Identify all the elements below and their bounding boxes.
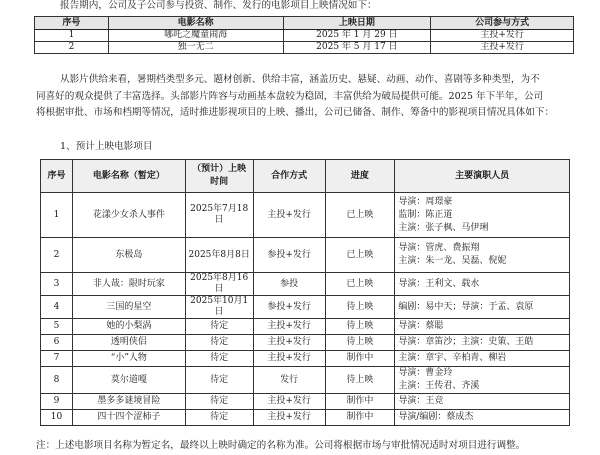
table-row — [41, 319, 570, 335]
cell-cast — [395, 335, 570, 351]
table-row — [41, 351, 570, 367]
cell-release-time: 待定 — [185, 335, 253, 351]
cell-progress: 已上映 — [325, 193, 395, 238]
cell-cast — [395, 296, 570, 319]
upcoming-table-header — [41, 160, 570, 193]
cell-cooperation: 主投+发行 — [253, 193, 325, 238]
cell-film-name: 非人哉：限时玩家 — [72, 273, 185, 296]
cell-no: 2 — [41, 238, 73, 273]
table-row — [41, 296, 570, 319]
cell-film-name: 花漾少女杀人事件 — [72, 193, 185, 238]
cell-cooperation: 主投+发行 — [253, 410, 325, 426]
cell-film-name: 四十四个涩柿子 — [72, 410, 185, 426]
released-table-header — [35, 17, 574, 30]
upcoming-table-body — [41, 193, 570, 426]
cell-progress: 制作中 — [325, 394, 395, 410]
cell-progress: 已上映 — [325, 238, 395, 273]
cell-no: 6 — [41, 335, 73, 351]
table-row — [35, 30, 574, 42]
cell-progress: 待上映 — [325, 296, 395, 319]
footnote: 注：上述电影项目名称为暂定名，最终以上映时确定的名称为准。公司将根据市场与审批情况适时对项目进行调整。 — [36, 440, 526, 451]
upcoming-films-table — [40, 159, 570, 426]
cell-cast — [395, 319, 570, 335]
table-row — [41, 273, 570, 296]
released-films-table — [34, 16, 574, 54]
intro-line: 报告期内，公司及子公司参与投资、制作、发行的电影项目上映情况如下： — [60, 0, 377, 11]
cell-no: 9 — [41, 394, 73, 410]
paragraph-line-2: 同喜好的观众提供了丰富选择。头部影片阵容与动画基本盘较为稳固，丰富供给为破局提供可能。2025 年下半年，公司 — [36, 90, 544, 102]
cell-no: 1 — [35, 30, 109, 42]
cell-cooperation: 参投+发行 — [253, 296, 325, 319]
cell-cooperation: 参投 — [253, 273, 325, 296]
cell-no: 8 — [41, 367, 73, 394]
cell-release-time: 待定 — [185, 319, 253, 335]
cell-release-time: 2025年8月8日 — [185, 238, 253, 273]
cell-progress: 待上映 — [325, 335, 395, 351]
supply-paragraph — [36, 72, 576, 122]
cell-film-name: 透明侠侣 — [72, 335, 185, 351]
cell-release-time: 2025年8月16日 — [185, 273, 253, 296]
cell-progress: 待上映 — [325, 319, 395, 335]
table-row — [41, 394, 570, 410]
cell-no: 2 — [35, 42, 109, 54]
cell-cooperation: 发行 — [253, 367, 325, 394]
header-no: 序号 — [35, 17, 109, 30]
cell-film-name: “小”人物 — [72, 351, 185, 367]
cell-cast — [395, 410, 570, 426]
cast-line: 导演：王利文、载水 — [398, 278, 480, 289]
cast-line: 监制：陈正道 — [398, 209, 453, 220]
cell-participation: 主投+发行 — [431, 42, 574, 54]
cast-line: 导演：管虎、费振翔 — [398, 243, 480, 253]
cell-film-name: 独一无二 — [108, 42, 283, 54]
table-row — [41, 367, 570, 394]
cell-release-time: 待定 — [185, 367, 253, 394]
header-release-time: （预计）上映时间 — [185, 160, 253, 193]
cast-line: 主演：张子枫、马伊琍 — [398, 222, 489, 233]
cell-film-name: 东极岛 — [72, 238, 185, 273]
header-cooperation: 合作方式 — [253, 160, 325, 193]
cell-cast — [395, 394, 570, 410]
cast-line: 编剧：易中天；导演：于孟、袁原 — [398, 301, 534, 312]
cell-release-time: 2025年10月1日 — [185, 296, 253, 319]
header-participation: 公司参与方式 — [431, 17, 574, 30]
header-film-name: 电影名称（暂定） — [72, 160, 185, 193]
paragraph-line-1: 从影片供给来看，暑期档类型多元、题材创新、供给丰富，涵盖历史、悬疑、动画、动作、喜剧等多种类型，为不 — [60, 74, 540, 85]
cell-no: 7 — [41, 351, 73, 367]
cell-no: 3 — [41, 273, 73, 296]
cell-progress: 制作中 — [325, 351, 395, 367]
cell-cooperation: 主投+发行 — [253, 394, 325, 410]
cell-progress: 待上映 — [325, 367, 395, 394]
table-row — [41, 193, 570, 238]
cell-release-date: 2025 年 1 月 29 日 — [283, 30, 431, 42]
cast-line: 导演：周璟豪 — [398, 196, 453, 207]
cell-no: 10 — [41, 410, 73, 426]
cell-film-name: 她的小梨涡 — [72, 319, 185, 335]
cell-release-time: 2025年7月18日 — [185, 193, 253, 238]
header-film-name: 电影名称 — [108, 17, 283, 30]
cell-no: 1 — [41, 193, 73, 238]
cell-cast — [395, 193, 570, 238]
cell-cooperation: 主投+发行 — [253, 351, 325, 367]
cell-no: 4 — [41, 296, 73, 319]
cell-film-name: 三国的星空 — [72, 296, 185, 319]
table-row — [41, 410, 570, 426]
section-title: 1、预计上映电影项目 — [60, 141, 153, 152]
header-release-date: 上映日期 — [283, 17, 431, 30]
paragraph-line-3: 将根据审批、市场和档期等情况，适时推进影视项目的上映、播出，公司已储备、制作、筹备中的影视项目情况具体如下： — [36, 107, 555, 118]
cell-participation: 主投+发行 — [431, 30, 574, 42]
header-no: 序号 — [41, 160, 73, 193]
cell-no: 5 — [41, 319, 73, 335]
cell-progress: 已上映 — [325, 273, 395, 296]
cell-cast — [395, 351, 570, 367]
cell-cast — [395, 367, 570, 394]
cell-release-time: 待定 — [185, 410, 253, 426]
cast-line: 导演：章笛沙；主演：史策、王皓 — [398, 337, 534, 347]
cast-line: 导演：曹金玲 — [398, 368, 453, 378]
cast-line: 导演：蔡聪 — [398, 321, 444, 331]
cast-line: 主演：王传君、齐溪 — [398, 381, 480, 391]
table-row — [41, 238, 570, 273]
header-progress: 进度 — [325, 160, 395, 193]
cell-release-date: 2025 年 5 月 17 日 — [283, 42, 431, 54]
cast-line: 导演/编剧：蔡成杰 — [398, 412, 474, 422]
cell-cast — [395, 238, 570, 273]
cast-line: 导演：王竞 — [398, 396, 444, 406]
cell-film-name: 莫尔道嘎 — [72, 367, 185, 394]
cast-line: 主演：朱一龙、吴磊、倪妮 — [398, 256, 507, 266]
cell-progress: 制作中 — [325, 410, 395, 426]
table-row — [41, 335, 570, 351]
cell-cooperation: 参投+发行 — [253, 238, 325, 273]
cell-release-time: 待定 — [185, 351, 253, 367]
cell-film-name: 墨多多谜境冒险 — [72, 394, 185, 410]
header-cast: 主要演职人员 — [395, 160, 570, 193]
cell-cooperation: 主投+发行 — [253, 319, 325, 335]
cell-film-name: 哪吒之魔童闹海 — [108, 30, 283, 42]
cell-release-time: 待定 — [185, 394, 253, 410]
cell-cast — [395, 273, 570, 296]
table-row — [35, 42, 574, 54]
cast-line: 主演：章宇、辛柏青、柳岩 — [398, 353, 507, 363]
cell-cooperation: 主投+发行 — [253, 335, 325, 351]
